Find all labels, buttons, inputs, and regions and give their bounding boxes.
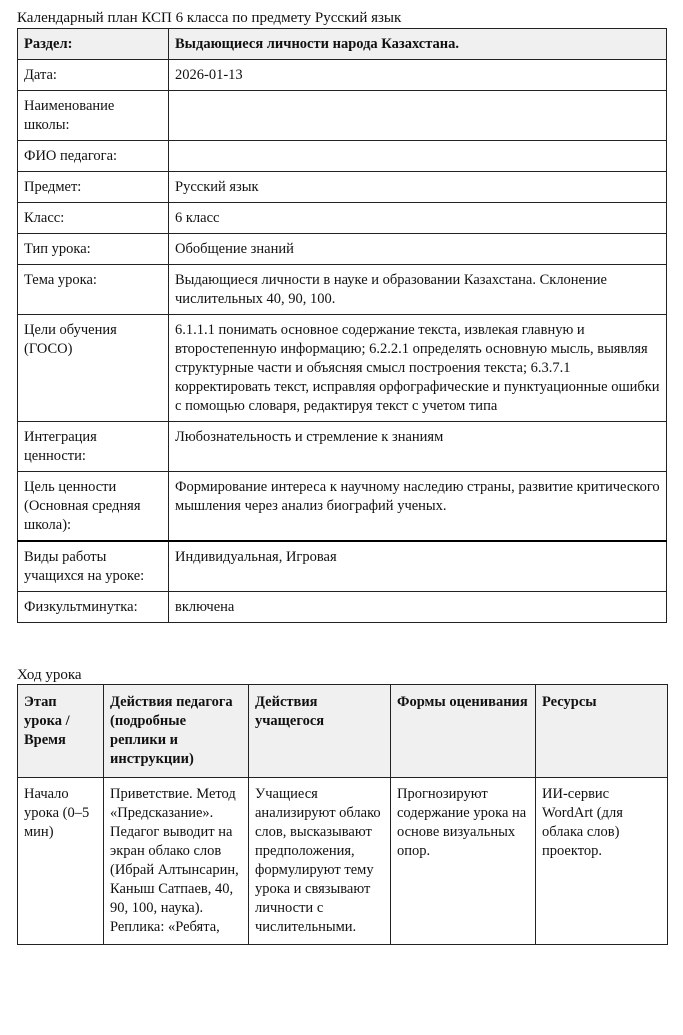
info-label: Интеграция ценности: (18, 422, 169, 472)
lesson-header-row (18, 685, 668, 778)
info-label: ФИО педагога: (18, 141, 169, 172)
info-value: 6 класс (169, 203, 667, 234)
info-value: 2026-01-13 (169, 60, 667, 91)
lesson-section-label: Ход урока (17, 667, 82, 683)
info-label: Физкультминутка: (18, 592, 169, 623)
info-value: Выдающиеся личности в науке и образовании Казахстана. Склонение числительных 40, 90, 100. (169, 265, 667, 315)
cell-stage: Начало урока (0–5 мин) (18, 778, 104, 945)
info-label: Цель ценности (Основная средняя школа): (18, 472, 169, 542)
info-row-lesson-type (18, 234, 667, 265)
info-value: Выдающиеся личности народа Казахстана. (169, 29, 667, 60)
info-label: Дата: (18, 60, 169, 91)
info-value: 6.1.1.1 понимать основное содержание текста, извлекая главную и второстепенную информацию; 6.2.2.1 определять основную мысль, выявляя структурные части и объясняя смысл построения текста; 6.3.7.1 корректировать текст, исправляя орфографические и пунктуационные ошибки с помощью словаря, редактируя текст с учетом типа (169, 315, 667, 422)
table-row (18, 778, 668, 945)
info-row-value-goal (18, 472, 667, 542)
column-header-student-actions: Действия учащегося (249, 685, 391, 778)
column-header-stage: Этап урока / Время (18, 685, 104, 778)
cell-assessment: Прогнозируют содержание урока на основе визуальных опор. (391, 778, 536, 945)
column-header-assessment: Формы оценивания (391, 685, 536, 778)
info-label: Предмет: (18, 172, 169, 203)
info-label: Цели обучения (ГОСО) (18, 315, 169, 422)
info-row-section (18, 29, 667, 60)
info-value: Любознательность и стремление к знаниям (169, 422, 667, 472)
column-header-teacher-actions: Действия педагога (подробные реплики и инструкции) (104, 685, 249, 778)
info-label: Тема урока: (18, 265, 169, 315)
info-label: Виды работы учащихся на уроке: (18, 541, 169, 592)
info-label: Тип урока: (18, 234, 169, 265)
cell-teacher-actions: Приветствие. Метод «Предсказание». Педагог выводит на экран облако слов (Ибрай Алтынсарин, Каныш Сатпаев, 40, 90, 100, наука). Реплика: «Ребята, (104, 778, 249, 945)
info-row-physical-break (18, 592, 667, 623)
info-row-work-types (18, 541, 667, 592)
info-value: Обобщение знаний (169, 234, 667, 265)
info-value: Русский язык (169, 172, 667, 203)
lesson-progress-table (17, 684, 668, 945)
cell-student-actions: Учащиеся анализируют облако слов, высказывают предположения, формулируют тему урока и связывают личности с числительными. (249, 778, 391, 945)
info-row-topic (18, 265, 667, 315)
document-title: Календарный план КСП 6 класса по предмету Русский язык (17, 10, 402, 26)
info-row-school (18, 91, 667, 141)
info-row-learning-goals (18, 315, 667, 422)
info-value (169, 141, 667, 172)
info-value: Индивидуальная, Игровая (169, 541, 667, 592)
cell-resources: ИИ-сервис WordArt (для облака слов) проектор. (536, 778, 668, 945)
column-header-resources: Ресурсы (536, 685, 668, 778)
lesson-info-table (17, 28, 667, 623)
info-label: Наименование школы: (18, 91, 169, 141)
info-row-subject (18, 172, 667, 203)
info-row-value-integration (18, 422, 667, 472)
info-label: Раздел: (18, 29, 169, 60)
info-row-teacher (18, 141, 667, 172)
info-row-date (18, 60, 667, 91)
info-value: Формирование интереса к научному наследию страны, развитие критического мышления через анализ биографий ученых. (169, 472, 667, 542)
info-value (169, 91, 667, 141)
info-value: включена (169, 592, 667, 623)
info-row-grade (18, 203, 667, 234)
info-label: Класс: (18, 203, 169, 234)
